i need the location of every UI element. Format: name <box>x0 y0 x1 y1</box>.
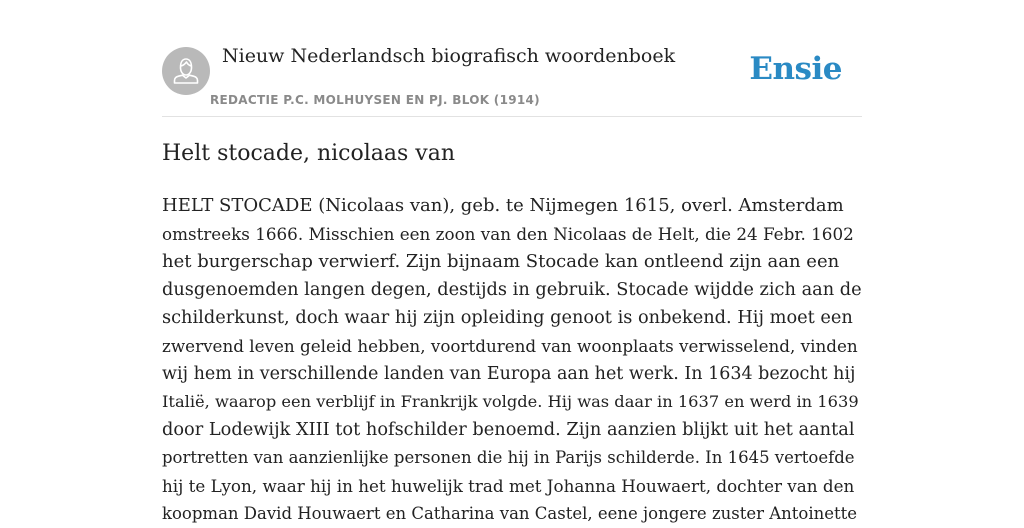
user-silhouette-icon <box>162 47 210 95</box>
body-line: door Lodewijk XIII tot hofschilder benoemd. Zijn aanzien blijkt uit het aantal <box>162 420 855 440</box>
body-line: Italië, waarop een verblijf in Frankrijk volgde. Hij was daar in 1637 en werd in 1639 <box>162 392 859 411</box>
entry-title: Helt stocade, nicolaas van <box>162 141 456 166</box>
editor-byline: REDACTIE P.C. MOLHUYSEN EN PJ. BLOK (1914) <box>210 93 540 107</box>
body-line: schilderkunst, doch waar hij zijn opleiding genoot is onbekend. Hij moet een <box>162 308 853 328</box>
body-line: HELT STOCADE (Nicolaas van), geb. te Nijmegen 1615, overl. Amsterdam <box>162 195 844 216</box>
body-line: hij te Lyon, waar hij in het huwelijk trad met Johanna Houwaert, dochter van den <box>162 476 855 496</box>
body-line: zwervend leven geleid hebben, voortdurend van woonplaats verwisselend, vinden <box>162 336 858 356</box>
body-line: wij hem in verschillende landen van Europa aan het werk. In 1634 bezocht hij <box>162 364 856 384</box>
entry-body <box>162 192 862 528</box>
body-line: het burgerschap verwierf. Zijn bijnaam Stocade kan ontleend zijn aan een <box>162 251 840 272</box>
body-line: portretten van aanzienlijke personen die hij in Parijs schilderde. In 1645 vertoefde <box>162 448 855 467</box>
user-avatar-icon[interactable] <box>162 47 210 95</box>
body-line: dusgenoemden langen degen, destijds in gebruik. Stocade wijdde zich aan de <box>162 280 862 300</box>
header <box>162 0 862 117</box>
book-title[interactable]: Nieuw Nederlandsch biografisch woordenboek <box>222 45 676 67</box>
ensie-logo[interactable]: Ensie <box>749 51 842 87</box>
body-line: omstreeks 1666. Misschien een zoon van den Nicolaas de Helt, die 24 Febr. 1602 <box>162 224 854 244</box>
body-line: koopman David Houwaert en Catharina van Castel, eene jongere zuster Antoinette <box>162 504 858 523</box>
